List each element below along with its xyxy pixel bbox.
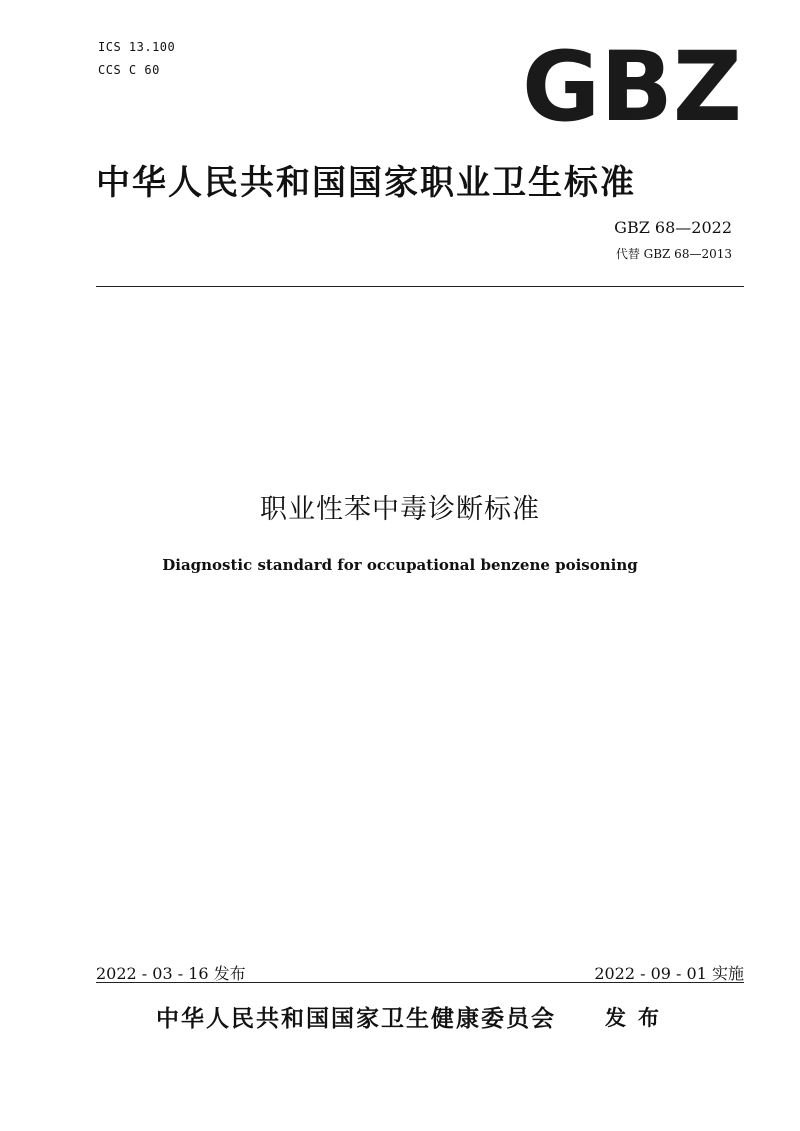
document-title-cn: 职业性苯中毒诊断标准 [260,494,540,525]
replaces-standard: 代替 GBZ 68—2013 [615,247,732,261]
gbz-logo-text: GBZ [522,44,742,124]
ics-code: ICS 13.100 [98,40,176,54]
publish-date: 2022 - 03 - 16 发布 [96,964,246,983]
standard-category-title: 中华人民共和国国家职业卫生标准 [96,163,636,203]
standard-number: GBZ 68—2022 [614,218,732,237]
issuing-authority: 中华人民共和国国家卫生健康委员会 [156,1005,556,1032]
implementation-date: 2022 - 09 - 01 实施 [594,964,744,983]
footer-divider [96,982,744,983]
gbz-logo [520,44,744,124]
ccs-code: CCS C 60 [98,63,160,77]
header-divider [96,286,744,287]
issue-label: 发布 [605,1005,671,1030]
document-title-en: Diagnostic standard for occupational benzene poisoning [162,556,638,574]
